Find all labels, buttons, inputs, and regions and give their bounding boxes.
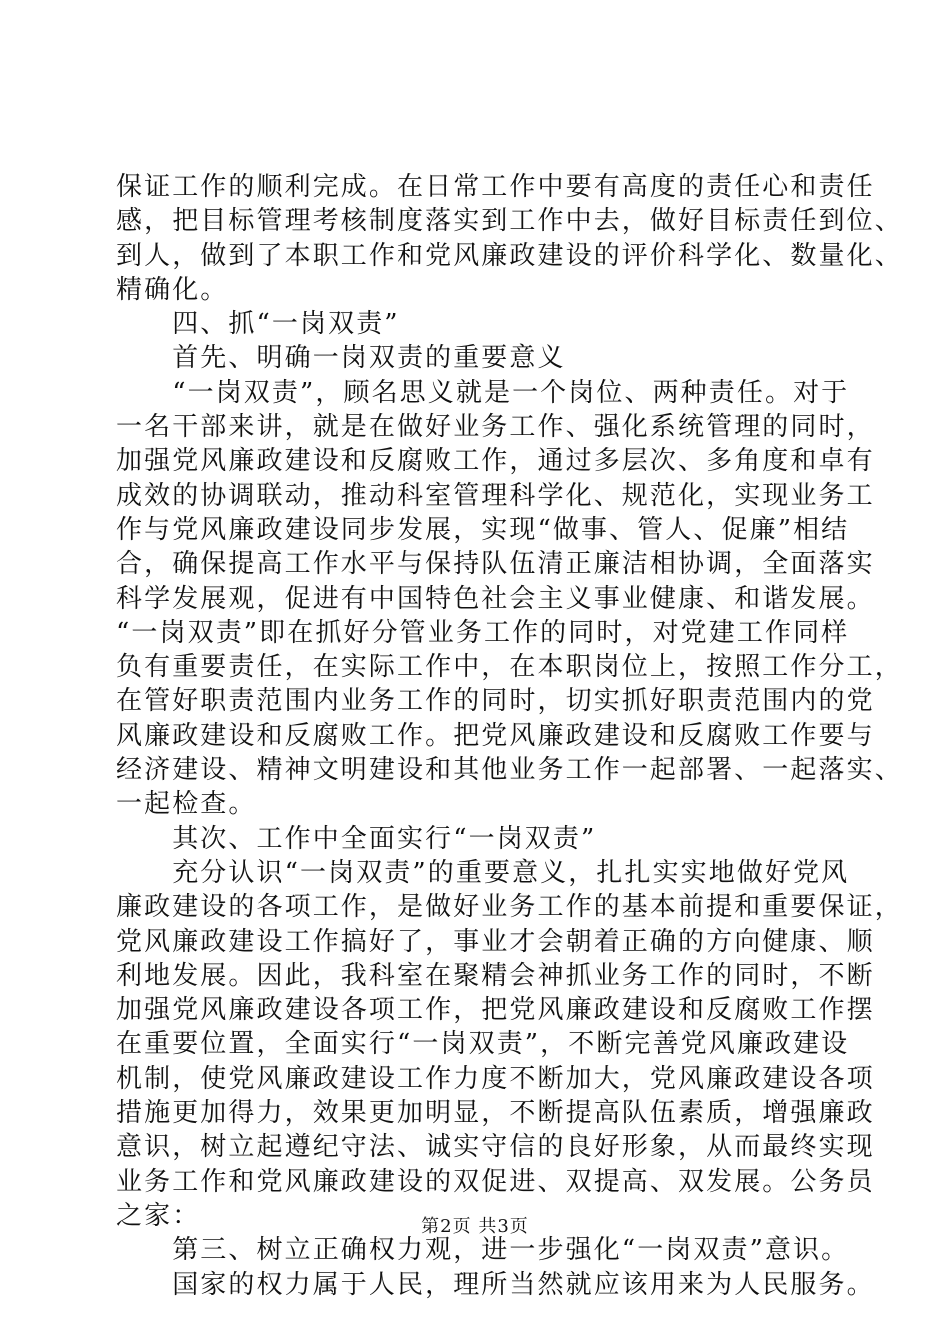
text-line: 意识，树立起遵纪守法、诚实守信的良好形象，从而最终实现 — [116, 1132, 875, 1163]
text-line: 保证工作的顺利完成。在日常工作中要有高度的责任心和责任 — [116, 172, 875, 202]
text-line: 在重要位置，全面实行“一岗双责”，不断完善党风廉政建设 — [116, 1029, 850, 1060]
text-line: 作与党风廉政建设同步发展，实现“做事、管人、促廉”相结 — [116, 514, 850, 545]
subsection-heading: 其次、工作中全面实行“一岗双责” — [116, 823, 597, 854]
text-line: 措施更加得力，效果更加明显，不断提高队伍素质，增强廉政 — [116, 1098, 875, 1129]
text-line: 机制，使党风廉政建设工作力度不断加大，党风廉政建设各项 — [116, 1063, 875, 1094]
text-line: 业务工作和党风廉政建设的双促进、双提高、双发展。公务员 — [116, 1166, 875, 1197]
text-line: 感，把目标管理考核制度落实到工作中去，做好目标责任到位、 — [116, 206, 903, 237]
text-line: 精确化。 — [116, 274, 229, 305]
text-line: 充分认识“一岗双责”的重要意义，扎扎实实地做好党风 — [116, 857, 850, 888]
text-line: 加强党风廉政建设和反腐败工作，通过多层次、多角度和卓有 — [116, 446, 875, 477]
text-line: 一名干部来讲，就是在做好业务工作、强化系统管理的同时， — [116, 412, 875, 443]
subsection-heading: 第三、树立正确权力观，进一步强化“一岗双责”意识。 — [116, 1235, 850, 1266]
text-line: “一岗双责”即在抓好分管业务工作的同时，对党建工作同样 — [116, 617, 850, 648]
text-line: 风廉政建设和反腐败工作。把党风廉政建设和反腐败工作要与 — [116, 720, 875, 751]
text-line: 国家的权力属于人民，理所当然就应该用来为人民服务。 — [116, 1269, 875, 1300]
text-line: 利地发展。因此，我科室在聚精会神抓业务工作的同时，不断 — [116, 960, 875, 991]
text-line: 廉政建设的各项工作，是做好业务工作的基本前提和重要保证， — [116, 892, 903, 923]
text-line: 合，确保提高工作水平与保持队伍清正廉洁相协调，全面落实 — [116, 549, 875, 580]
text-line: 一起检查。 — [116, 789, 257, 820]
text-line: 党风廉政建设工作搞好了，事业才会朝着正确的方向健康、顺 — [116, 926, 875, 957]
subsection-heading: 首先、明确一岗双责的重要意义 — [116, 343, 566, 374]
page-number-footer: 第2页 共3页 — [421, 1216, 529, 1237]
text-line: 加强党风廉政建设各项工作，把党风廉政建设和反腐败工作摆 — [116, 995, 875, 1026]
text-line: 科学发展观，促进有中国特色社会主义事业健康、和谐发展。 — [116, 583, 875, 614]
text-line: 经济建设、精神文明建设和其他业务工作一起部署、一起落实、 — [116, 755, 903, 786]
text-line: “一岗双责”，顾名思义就是一个岗位、两种责任。对于 — [116, 377, 850, 408]
section-heading: 四、抓“一岗双责” — [116, 309, 400, 340]
text-line: 到人，做到了本职工作和党风廉政建设的评价科学化、数量化、 — [116, 240, 903, 271]
text-line: 负有重要责任，在实际工作中，在本职岗位上，按照工作分工， — [116, 652, 903, 683]
text-line: 之家： — [116, 1200, 201, 1231]
text-line: 在管好职责范围内业务工作的同时，切实抓好职责范围内的党 — [116, 686, 875, 717]
document-body — [116, 170, 903, 1302]
text-line: 成效的协调联动，推动科室管理科学化、规范化，实现业务工 — [116, 480, 875, 511]
